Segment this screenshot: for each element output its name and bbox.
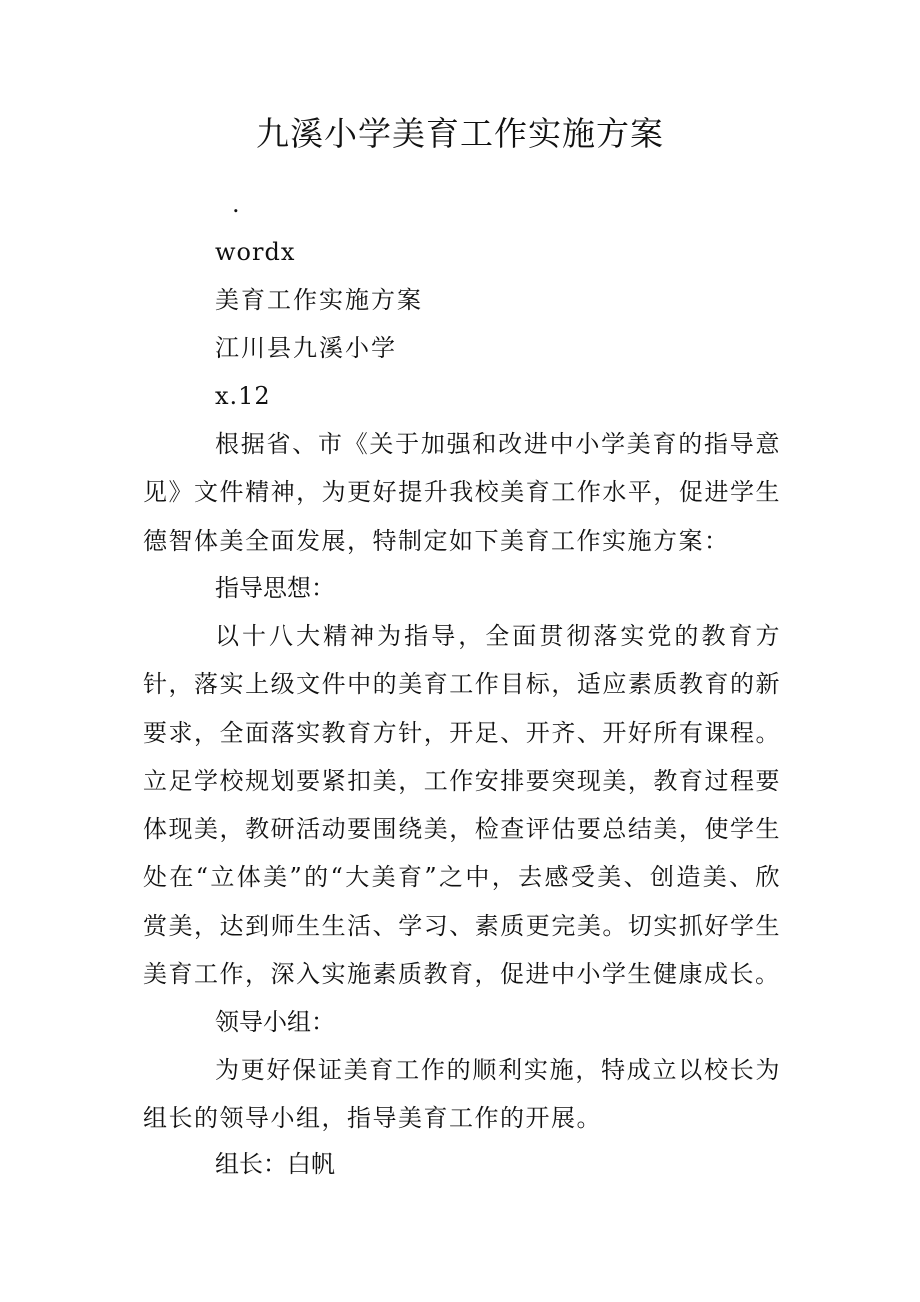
leadership-group-paragraph: 为更好保证美育工作的顺利实施，特成立以校长为组长的领导小组，指导美育工作的开展。 bbox=[143, 1056, 781, 1133]
meta-line-doc-name: 美育工作实施方案 bbox=[215, 286, 423, 314]
meta-line-date: x.12 bbox=[215, 382, 271, 410]
intro-paragraph: 根据省、市《关于加强和改进中小学美育的指导意见》文件精神，为更好提升我校美育工作水平，促进学生德智体美全面发展，特制定如下美育工作实施方案： bbox=[143, 430, 781, 555]
dot-marker: . bbox=[232, 190, 240, 218]
section-heading-guiding-thought: 指导思想： bbox=[215, 574, 335, 602]
document-title: 九溪小学美育工作实施方案 bbox=[256, 114, 664, 153]
group-leader-line: 组长：白帆 bbox=[215, 1150, 335, 1178]
section-heading-leadership-group: 领导小组： bbox=[215, 1008, 335, 1036]
guiding-thought-paragraph: 以十八大精神为指导，全面贯彻落实党的教育方针，落实上级文件中的美育工作目标，适应素质教育的新要求，全面落实教育方针，开足、开齐、开好所有课程。立足学校规划要紧扣美，工作安排要突现美，教育过程要体现美，教研活动要围绕美，检查评估要总结美，使学生处在“立体美”的“大美育”之中，去感受美、创造美、欣赏美，达到师生生活、学习、素质更完美。切实抓好学生美育工作，深入实施素质教育，促进中小学生健康成长。 bbox=[143, 622, 781, 989]
meta-line-format: wordx bbox=[215, 238, 296, 266]
meta-line-school: 江川县九溪小学 bbox=[215, 334, 397, 362]
